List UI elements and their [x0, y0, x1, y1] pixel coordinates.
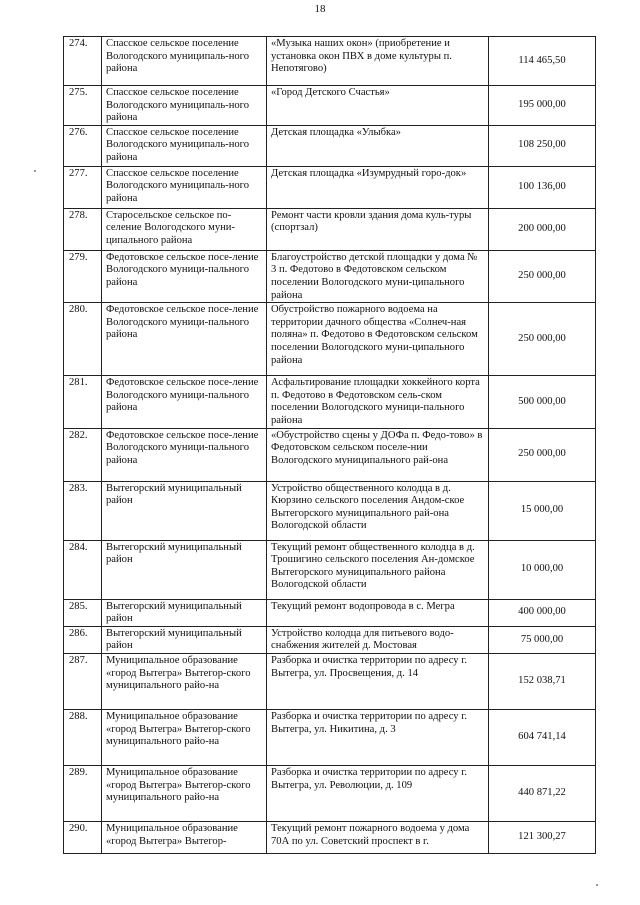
table-row — [64, 37, 596, 86]
recipient-cell: Спасское сельское поселение Вологодского муниципаль-ного района — [102, 166, 267, 208]
table-row — [64, 250, 596, 302]
recipient-cell: Спасское сельское поселение Вологодского муниципаль-ного района — [102, 125, 267, 166]
row-number: 280. — [64, 303, 102, 376]
amount-cell: 75 000,00 — [489, 626, 596, 653]
project-cell: Устройство колодца для питьевого водо-снабжения жителей д. Мостовая — [267, 626, 489, 653]
recipient-cell: Муниципальное образование «город Вытегра» Вытегор-ского муниципального райо-на — [102, 709, 267, 765]
table-row — [64, 481, 596, 540]
amount-cell: 250 000,00 — [489, 428, 596, 481]
amount-cell: 400 000,00 — [489, 599, 596, 626]
row-number: 290. — [64, 821, 102, 853]
project-cell: Асфальтирование площадки хоккейного корта п. Федотово в Федотовском сель-ском поселении Вологодского муници-пального района — [267, 376, 489, 428]
row-number: 287. — [64, 653, 102, 709]
table-row — [64, 166, 596, 208]
table-row — [64, 376, 596, 428]
table-row — [64, 765, 596, 821]
project-cell: Ремонт части кровли здания дома куль-туры (спортзал) — [267, 208, 489, 250]
project-cell: Устройство общественного колодца в д. Кюрзино сельского поселения Андом-ское Вытегорского муниципального рай-она Вологодской области — [267, 481, 489, 540]
row-number: 274. — [64, 37, 102, 86]
project-cell: Текущий ремонт общественного колодца в д. Трошигино сельского поселения Ан-домское Вытегорского муниципального района Вологодской области — [267, 540, 489, 599]
project-cell: Детская площадка «Улыбка» — [267, 125, 489, 166]
recipient-cell: Федотовское сельское посе-ление Вологодского муници-пального района — [102, 376, 267, 428]
recipient-cell: Вытегорский муниципальный район — [102, 599, 267, 626]
amount-cell: 15 000,00 — [489, 481, 596, 540]
table-row — [64, 653, 596, 709]
scan-speck — [596, 884, 598, 886]
recipient-cell: Спасское сельское поселение Вологодского муниципаль-ного района — [102, 37, 267, 86]
table-row — [64, 709, 596, 765]
table-row — [64, 303, 596, 376]
table-row — [64, 599, 596, 626]
row-number: 275. — [64, 86, 102, 126]
row-number: 284. — [64, 540, 102, 599]
amount-cell: 250 000,00 — [489, 250, 596, 302]
table-body — [64, 37, 596, 854]
table-row — [64, 208, 596, 250]
recipient-cell: Вытегорский муниципальный район — [102, 481, 267, 540]
row-number: 278. — [64, 208, 102, 250]
project-cell: Обустройство пожарного водоема на территории дачного общества «Солнеч-ная поляна» п. Федотово в Федотовском сельском поселении Вологодского муни-ципального района — [267, 303, 489, 376]
table-row — [64, 821, 596, 853]
recipient-cell: Муниципальное образование «город Вытегра» Вытегор-ского муниципального райо-на — [102, 765, 267, 821]
recipient-cell: Федотовское сельское посе-ление Вологодского муници-пального района — [102, 428, 267, 481]
recipient-cell: Старосельское сельское по-селение Вологодского муни-ципального района — [102, 208, 267, 250]
row-number: 277. — [64, 166, 102, 208]
table-row — [64, 86, 596, 126]
amount-cell: 500 000,00 — [489, 376, 596, 428]
row-number: 279. — [64, 250, 102, 302]
scan-speck — [34, 170, 36, 172]
amount-cell: 152 038,71 — [489, 653, 596, 709]
amount-cell: 10 000,00 — [489, 540, 596, 599]
row-number: 276. — [64, 125, 102, 166]
project-cell: Разборка и очистка территории по адресу г. Вытегра, ул. Никитина, д. 3 — [267, 709, 489, 765]
project-cell: «Город Детского Счастья» — [267, 86, 489, 126]
row-number: 281. — [64, 376, 102, 428]
recipient-cell: Федотовское сельское посе-ление Вологодского муници-пального района — [102, 303, 267, 376]
project-cell: «Обустройство сцены у ДОФа п. Федо-тово» в Федотовском сельском поселе-нии Вологодского муниципального рай-она — [267, 428, 489, 481]
row-number: 289. — [64, 765, 102, 821]
table-row — [64, 428, 596, 481]
row-number: 288. — [64, 709, 102, 765]
amount-cell: 604 741,14 — [489, 709, 596, 765]
amount-cell: 121 300,27 — [489, 821, 596, 853]
project-cell: Текущий ремонт пожарного водоема у дома 70А по ул. Советский проспект в г. — [267, 821, 489, 853]
row-number: 283. — [64, 481, 102, 540]
project-cell: Разборка и очистка территории по адресу г. Вытегра, ул. Просвещения, д. 14 — [267, 653, 489, 709]
table-row — [64, 540, 596, 599]
recipient-cell: Спасское сельское поселение Вологодского муниципаль-ного района — [102, 86, 267, 126]
recipient-cell: Вытегорский муниципальный район — [102, 626, 267, 653]
row-number: 286. — [64, 626, 102, 653]
amount-cell: 200 000,00 — [489, 208, 596, 250]
recipient-cell: Федотовское сельское посе-ление Вологодского муници-пального района — [102, 250, 267, 302]
project-cell: Детская площадка «Изумрудный горо-док» — [267, 166, 489, 208]
amount-cell: 250 000,00 — [489, 303, 596, 376]
amount-cell: 114 465,50 — [489, 37, 596, 86]
amount-cell: 195 000,00 — [489, 86, 596, 126]
project-cell: «Музыка наших окон» (приобретение и установка окон ПВХ в доме культуры п. Непотягово) — [267, 37, 489, 86]
table-row — [64, 125, 596, 166]
project-cell: Благоустройство детской площадки у дома № 3 п. Федотово в Федотовском сельском поселении Вологодского муни-ципального района — [267, 250, 489, 302]
recipient-cell: Вытегорский муниципальный район — [102, 540, 267, 599]
amount-cell: 440 871,22 — [489, 765, 596, 821]
table-row — [64, 626, 596, 653]
project-cell: Текущий ремонт водопровода в с. Мегра — [267, 599, 489, 626]
recipient-cell: Муниципальное образование «город Вытегра» Вытегор- — [102, 821, 267, 853]
amount-cell: 100 136,00 — [489, 166, 596, 208]
row-number: 282. — [64, 428, 102, 481]
recipient-cell: Муниципальное образование «город Вытегра» Вытегор-ского муниципального райо-на — [102, 653, 267, 709]
row-number: 285. — [64, 599, 102, 626]
project-cell: Разборка и очистка территории по адресу г. Вытегра, ул. Революции, д. 109 — [267, 765, 489, 821]
amount-cell: 108 250,00 — [489, 125, 596, 166]
grants-table — [63, 36, 596, 854]
page-number: 18 — [314, 3, 326, 15]
